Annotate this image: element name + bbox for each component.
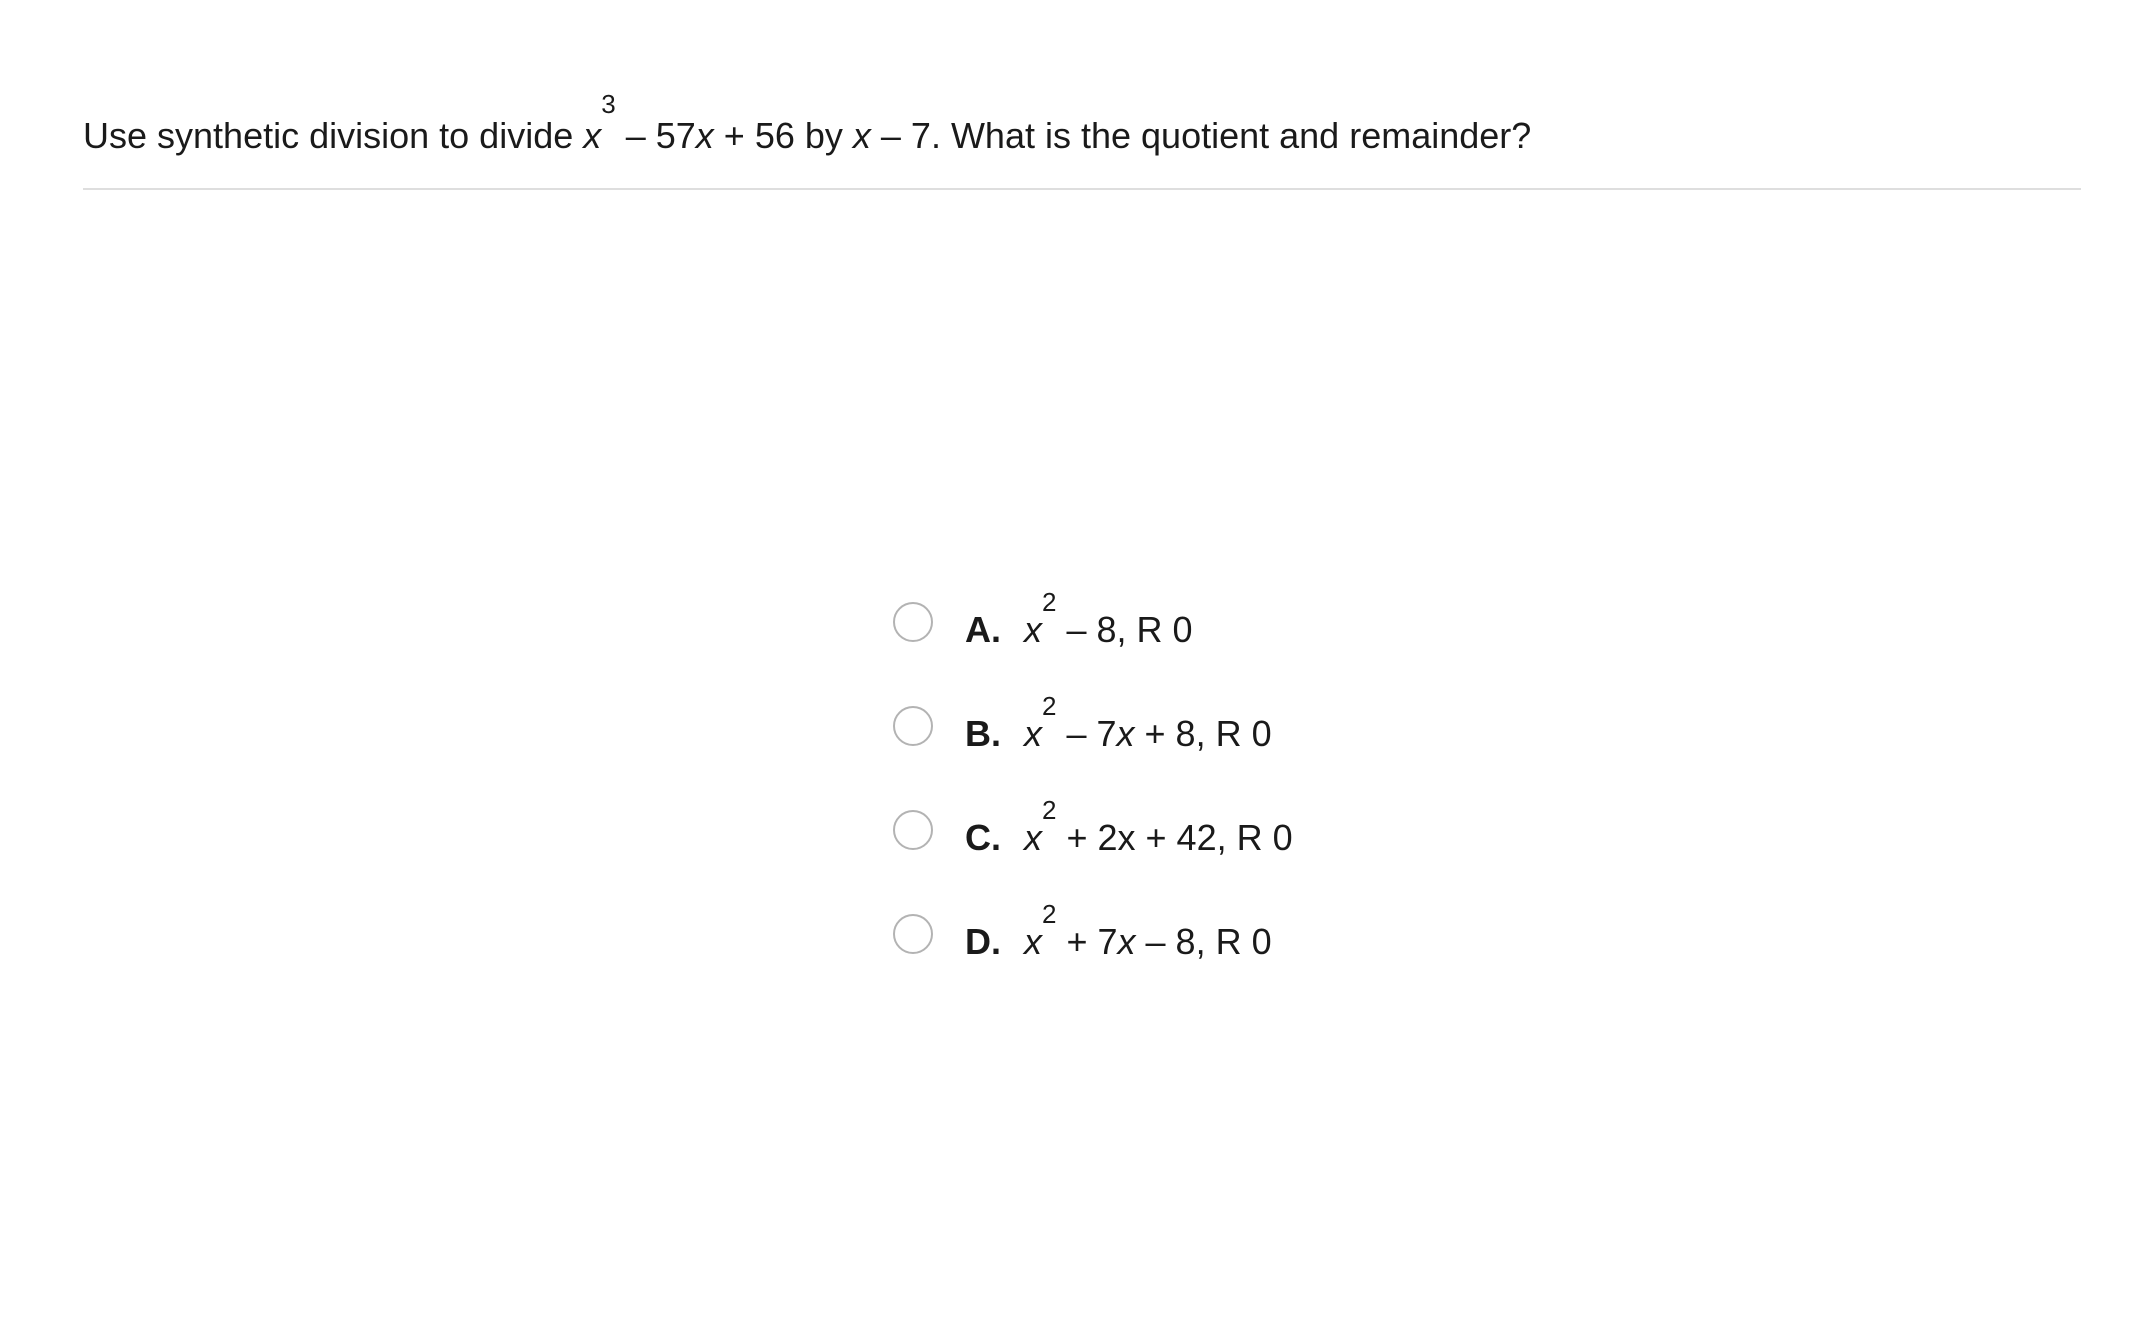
option-a-letter: A. [965, 609, 1001, 650]
option-b-radio[interactable] [893, 706, 933, 746]
option-a[interactable] [893, 587, 1493, 652]
question-by: by [794, 115, 853, 156]
option-c-exp: 2 [1042, 795, 1057, 825]
option-d-radio[interactable] [893, 914, 933, 954]
dividend-exponent: 3 [601, 89, 616, 119]
option-d-mid: + 7 [1056, 921, 1118, 962]
option-b[interactable] [893, 691, 1493, 756]
option-a-rest: – 8, R 0 [1056, 609, 1193, 650]
option-a-exp: 2 [1042, 587, 1057, 617]
option-d-var: x [1024, 921, 1042, 962]
dividend-term-1: – 57 [615, 115, 696, 156]
divider [83, 188, 2081, 190]
option-a-radio[interactable] [893, 602, 933, 642]
question-prefix: Use synthetic division to divide [83, 115, 584, 156]
option-c-mid: + 2x [1056, 817, 1136, 858]
option-d-rest: – 8, R 0 [1135, 921, 1272, 962]
option-d-exp: 2 [1042, 899, 1057, 929]
dividend-expression [583, 89, 795, 156]
option-b-var2: x [1116, 713, 1135, 754]
option-c-radio[interactable] [893, 810, 933, 850]
option-a-var: x [1024, 609, 1042, 650]
option-b-text [1024, 691, 1272, 756]
question-suffix: – 7. What is the quotient and remainder? [870, 115, 1532, 156]
option-d-var2: x [1117, 921, 1136, 962]
divisor-variable: x [852, 115, 871, 156]
option-c[interactable] [893, 795, 1493, 860]
option-a-text [1024, 587, 1193, 652]
option-b-var: x [1024, 713, 1042, 754]
option-d-letter: D. [965, 921, 1001, 962]
dividend-variable: x [583, 115, 602, 156]
option-b-rest: + 8, R 0 [1134, 713, 1272, 754]
option-d-text [1024, 899, 1272, 964]
option-c-rest: + 42, R 0 [1135, 817, 1293, 858]
dividend-term-2: + 56 [713, 115, 795, 156]
option-c-var: x [1024, 817, 1042, 858]
option-b-letter: B. [965, 713, 1001, 754]
option-c-letter: C. [965, 817, 1001, 858]
option-b-mid: – 7 [1056, 713, 1117, 754]
question-text [83, 89, 1532, 162]
option-c-text [1024, 795, 1293, 860]
option-d[interactable] [893, 899, 1493, 964]
option-b-exp: 2 [1042, 691, 1057, 721]
dividend-variable-2: x [695, 115, 714, 156]
